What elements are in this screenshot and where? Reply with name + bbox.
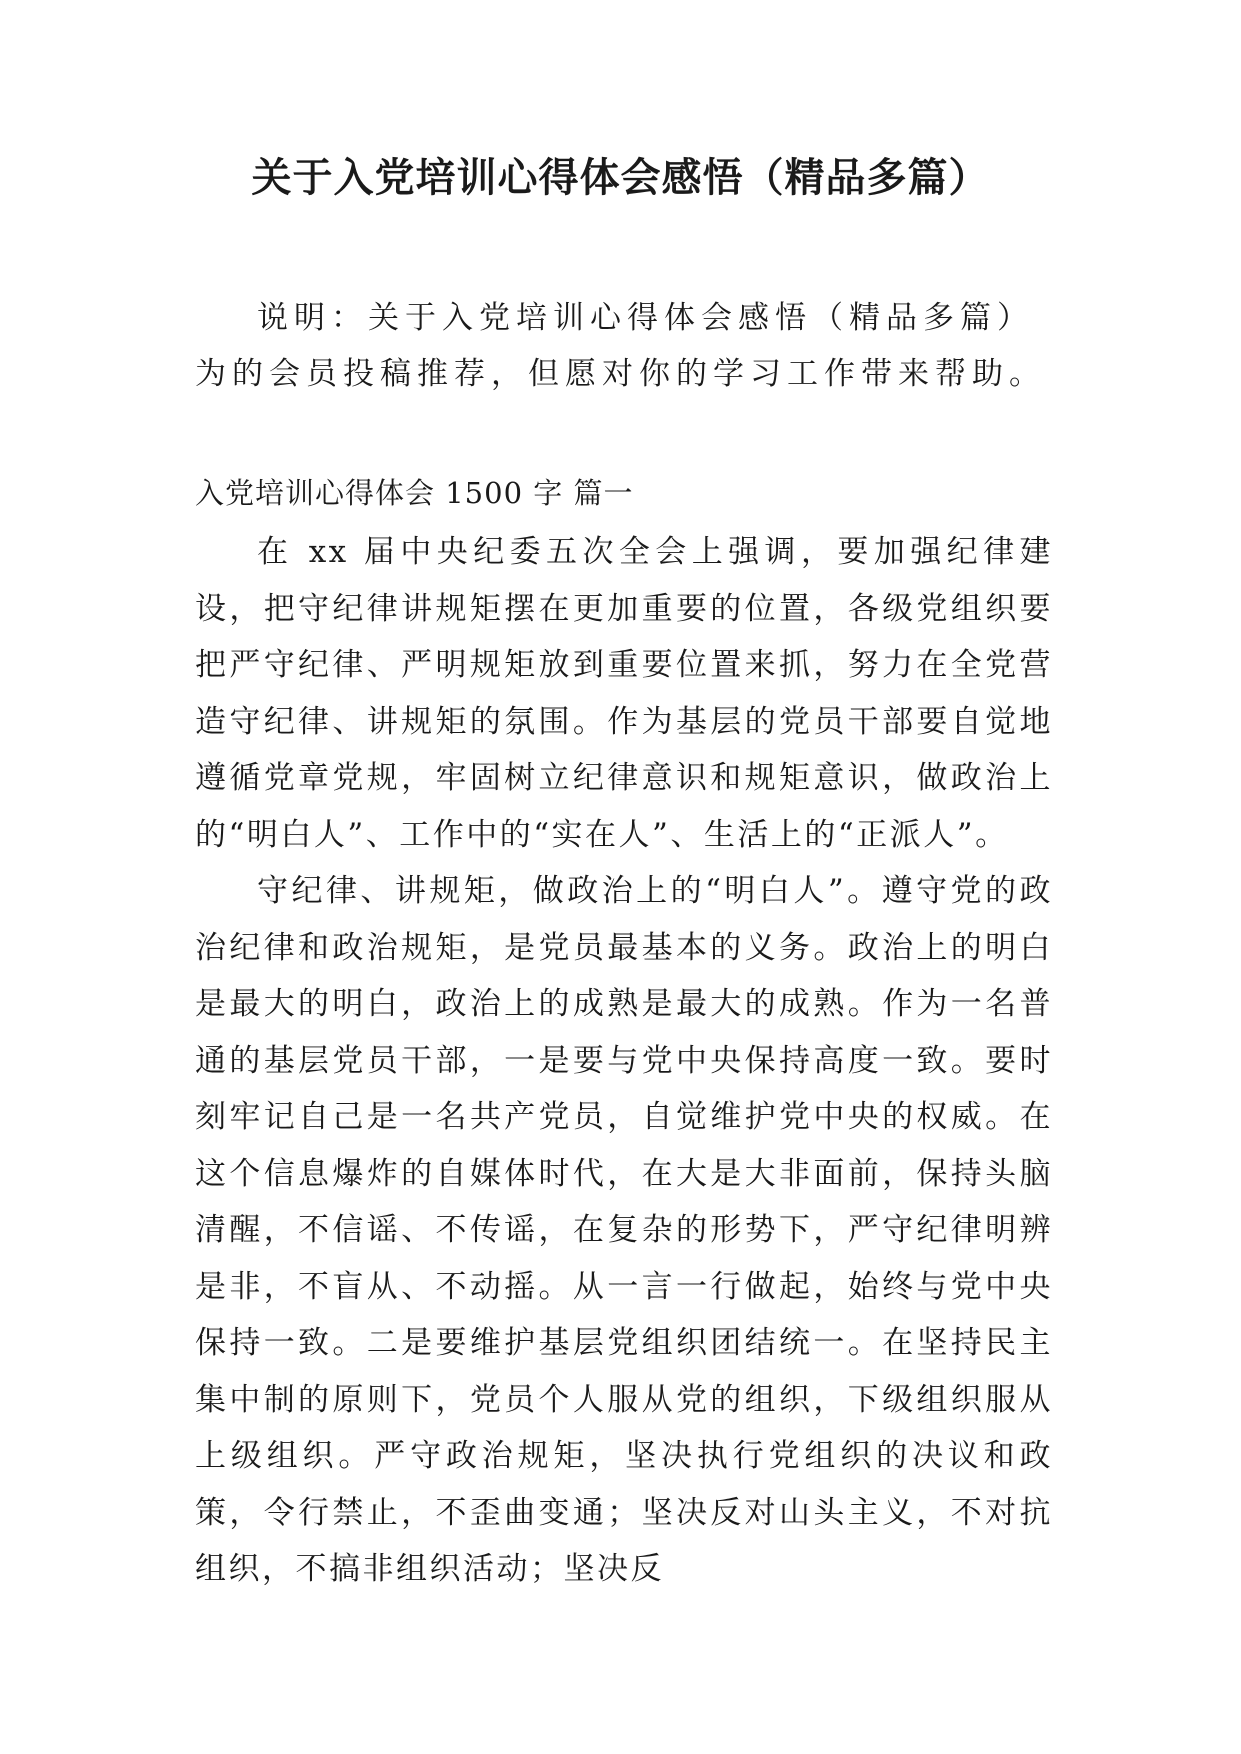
document-title: 关于入党培训心得体会感悟（精品多篇） bbox=[251, 155, 990, 201]
body-paragraph: 守纪律、讲规矩，做政治上的“明白人”。遵守党的政治纪律和政治规矩，是党员最基本的义务。政治上的明白是最大的明白，政治上的成熟是最大的成熟。作为一名普通的基层党员干部，一是要与党中央保持高度一致。要时刻牢记自己是一名共产党员，自觉维护党中央的权威。在这个信息爆炸的自媒体时代，在大是大非面前，保持头脑清醒，不信谣、不传谣，在复杂的形势下，严守纪律明辨是非，不盲从、不动摇。从一言一行做起，始终与党中央保持一致。二是要维护基层党组织团结统一。在坚持民主集中制的原则下，党员个人服从党的组织，下级组织服从上级组织。严守政治规矩，坚决执行党组织的决议和政策，令行禁止，不歪曲变通；坚决反对山头主义，不对抗组织，不搞非组织活动；坚决反 bbox=[195, 873, 1053, 1587]
section-heading: 入党培训心得体会 1500 字 篇一 bbox=[195, 476, 634, 510]
section-body bbox=[195, 524, 1053, 1598]
intro-paragraph: 说明：关于入党培训心得体会感悟（精品多篇）为的会员投稿推荐，但愿对你的学习工作带来帮助。 bbox=[195, 300, 1046, 392]
body-paragraph: 在 xx 届中央纪委五次全会上强调，要加强纪律建设，把守纪律讲规矩摆在更加重要的位置，各级党组织要把严守纪律、严明规矩放到重要位置来抓，努力在全党营造守纪律、讲规矩的氛围。作为基层的党员干部要自觉地遵循党章党规，牢固树立纪律意识和规矩意识，做政治上的“明白人”、工作中的“实在人”、生活上的“正派人”。 bbox=[195, 534, 1053, 853]
